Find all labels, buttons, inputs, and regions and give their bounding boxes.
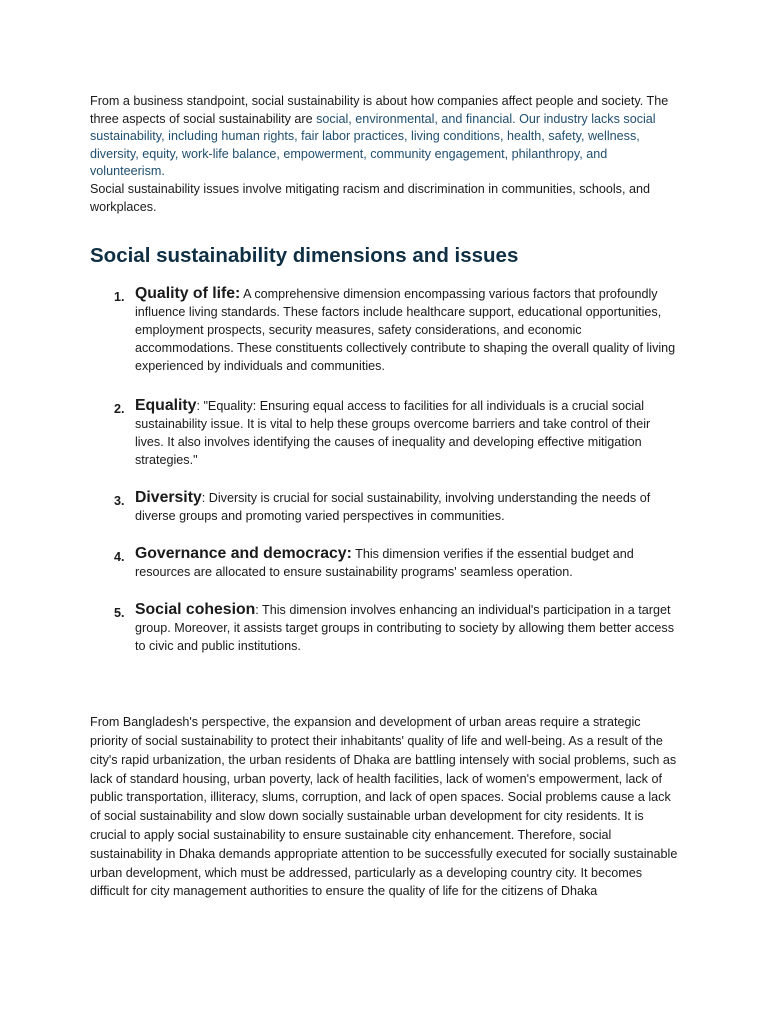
list-item-quality-of-life xyxy=(90,285,680,375)
intro-link-text[interactable]: social, environmental, and financial. Our industry lacks social sustainability, including human rights, fair labor practices, living conditions, health, safety, wellness, diversity, equity, work-life balance, empowerment, community engagement, philanthropy, and volunteerism. xyxy=(90,111,656,179)
list-term: Diversity xyxy=(135,489,202,507)
list-number: 5. xyxy=(114,606,125,621)
intro-text: From a business standpoint, social sustainability is about how companies affect people and society. The three aspects of social sustainability are xyxy=(90,94,669,126)
list-term: Governance and democracy: xyxy=(135,545,352,563)
closing-paragraph: From Bangladesh's perspective, the expansion and development of urban areas require a strategic priority of social sustainability to protect their inhabitants' quality of life and well-being. As a result of the city's rapid urbanization, the urban residents of Dhaka are battling intensely with social problems, such as lack of standard housing, urban poverty, lack of health facilities, lack of women's empowerment, lack of public transportation, illiteracy, slums, corruption, and lack of open spaces. Social problems cause a lack of social sustainability and slow down socially sustainable urban development for city residents. It is crucial to apply social sustainability to ensure sustainable city enhancement. Therefore, social sustainability in Dhaka demands appropriate attention to be successfully executed for socially sustainable urban development, which must be addressed, particularly as a developing country city. It becomes difficult for city management authorities to ensure the quality of life for the citizens of Dhaka xyxy=(90,715,678,899)
intro-paragraph xyxy=(90,93,680,181)
document-body xyxy=(90,93,680,901)
issues-paragraph: Social sustainability issues involve mitigating racism and discrimination in communities, schools, and workplaces. xyxy=(90,181,650,214)
list-term: Quality of life: xyxy=(135,285,241,303)
list-number: 2. xyxy=(114,402,125,417)
list-term: Equality xyxy=(135,397,197,415)
list-description: : Diversity is crucial for social sustainability, involving understanding the needs of diverse groups and promoting varied perspectives in communities. xyxy=(135,491,651,524)
list-description: : "Equality: Ensuring equal access to facilities for all individuals is a crucial social sustainability issue. It is vital to help these groups overcome barriers and take control of their lives. It also involves identifying the causes of inequality and developing effective mitigation strategies." xyxy=(135,399,651,468)
section-heading: Social sustainability dimensions and issues xyxy=(90,244,519,268)
dimensions-list xyxy=(90,285,680,655)
list-number: 4. xyxy=(114,550,125,565)
list-description: A comprehensive dimension encompassing various factors that profoundly influence living standards. These factors include healthcare support, educational opportunities, employment prospects, security measures, safety considerations, and economic accommodations. These constituents collectively contribute to shaping the overall quality of living experienced by individuals and communities. xyxy=(135,287,676,374)
list-number: 3. xyxy=(114,494,125,509)
list-item-governance xyxy=(90,545,680,581)
list-description: : This dimension involves enhancing an individual's participation in a target group. Moreover, it assists target groups in contributing to society by allowing them better access to civic and public institutions. xyxy=(135,603,674,654)
list-number: 1. xyxy=(114,290,125,305)
list-description: This dimension verifies if the essential budget and resources are allocated to ensure sustainability programs' seamless operation. xyxy=(135,547,634,580)
list-item-social-cohesion xyxy=(90,601,680,655)
list-term: Social cohesion xyxy=(135,601,256,619)
list-item-equality xyxy=(90,397,680,469)
list-item-diversity xyxy=(90,489,680,525)
